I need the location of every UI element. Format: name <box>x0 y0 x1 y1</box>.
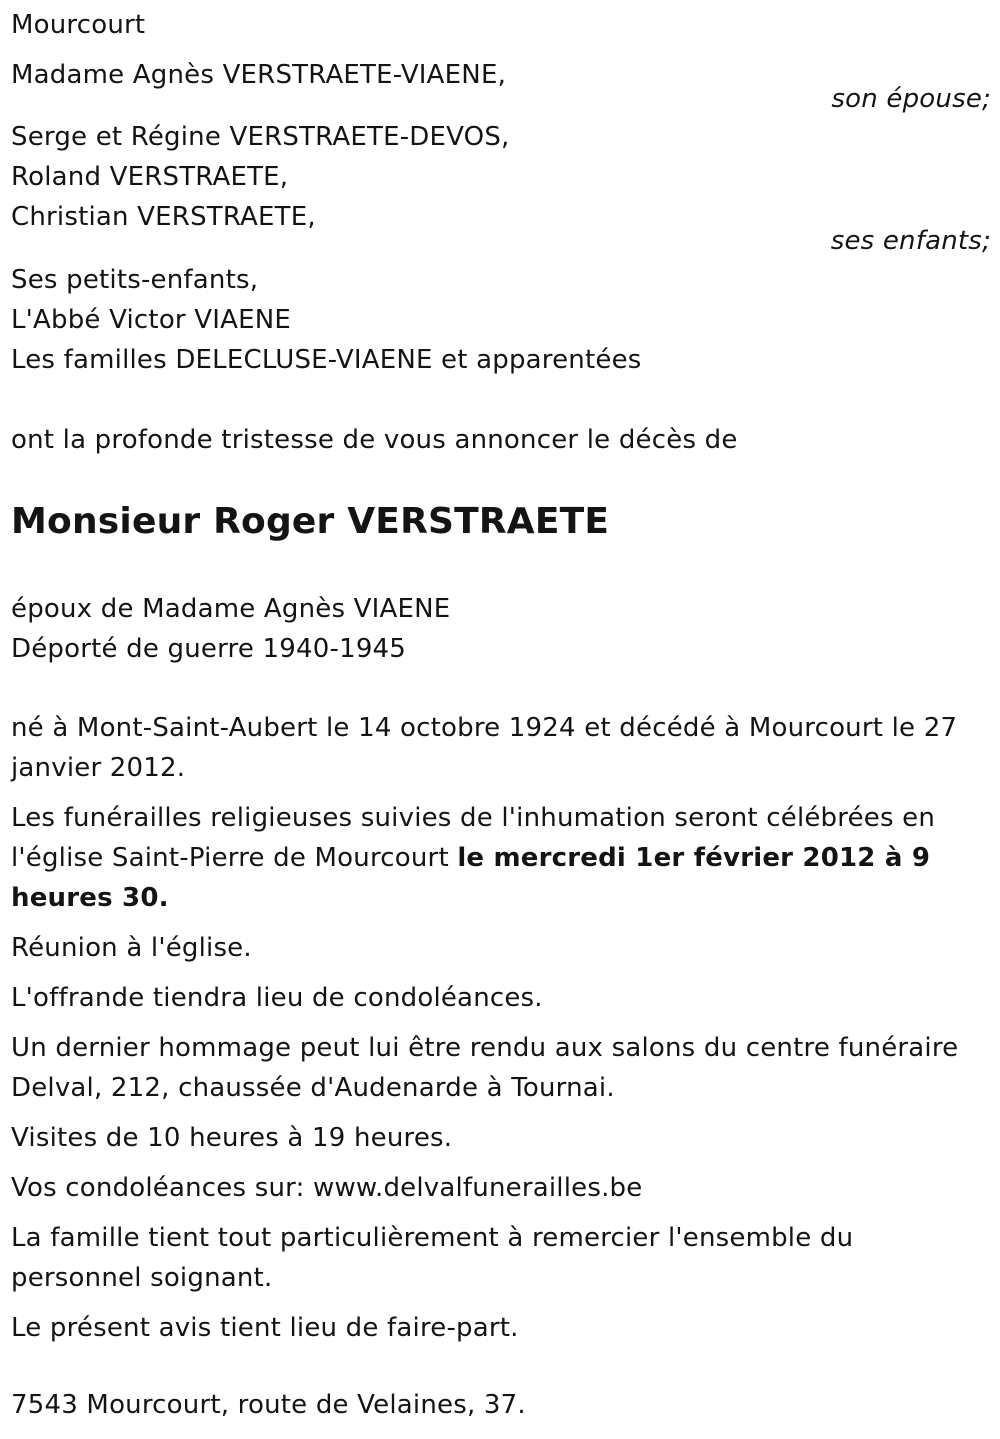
announcement-text: ont la profonde tristesse de vous annoncer le décès de <box>11 425 738 455</box>
deceased-details <box>11 589 450 669</box>
offering-text: L'offrande tiendra lieu de condoléances. <box>11 983 543 1013</box>
family-line: L'Abbé Victor VIAENE <box>11 305 292 335</box>
notice-text: Le présent avis tient lieu de faire-part. <box>11 1313 519 1343</box>
spouse-name: Madame Agnès VERSTRAETE-VIAENE, <box>11 60 507 90</box>
other-family-list <box>11 260 642 380</box>
condolences-text: Vos condoléances sur: www.delvalfunerailles.be <box>11 1173 643 1203</box>
children-list <box>11 117 510 237</box>
children-role: ses enfants; <box>830 226 991 256</box>
child-name: Roland VERSTRAETE, <box>11 162 289 192</box>
child-name: Christian VERSTRAETE, <box>11 202 316 232</box>
tribute-text: Un dernier hommage peut lui être rendu aux salons du centre funéraire Delval, 212, chaussée d'Audenarde à Tournai. <box>11 1033 959 1103</box>
spouse-role: son épouse; <box>831 84 991 114</box>
notice-body <box>11 708 991 1348</box>
funeral-text: Les funérailles religieuses suivies de l'inhumation seront célébrées en l'église Saint-Pierre de Mourcourt <box>11 803 936 873</box>
detail-line: Déporté de guerre 1940-1945 <box>11 634 407 664</box>
town-heading: Mourcourt <box>11 10 146 40</box>
thanks-text: La famille tient tout particulièrement à remercier l'ensemble du personnel soignant. <box>11 1223 854 1293</box>
deceased-name: Monsieur Roger VERSTRAETE <box>11 501 610 542</box>
visits-text: Visites de 10 heures à 19 heures. <box>11 1123 453 1153</box>
detail-line: époux de Madame Agnès VIAENE <box>11 594 451 624</box>
family-line: Les familles DELECLUSE-VIAENE et apparentées <box>11 345 642 375</box>
family-line: Ses petits-enfants, <box>11 265 259 295</box>
birth-death-text: né à Mont-Saint-Aubert le 14 octobre 1924 et décédé à Mourcourt le 27 janvier 2012. <box>11 713 958 783</box>
address-text: 7543 Mourcourt, route de Velaines, 37. <box>11 1390 526 1420</box>
funeral-datetime: le mercredi 1er février 2012 à 9 heures 30. <box>11 843 931 913</box>
meeting-text: Réunion à l'église. <box>11 933 252 963</box>
child-name: Serge et Régine VERSTRAETE-DEVOS, <box>11 122 510 152</box>
funeral-paragraph <box>11 798 991 918</box>
